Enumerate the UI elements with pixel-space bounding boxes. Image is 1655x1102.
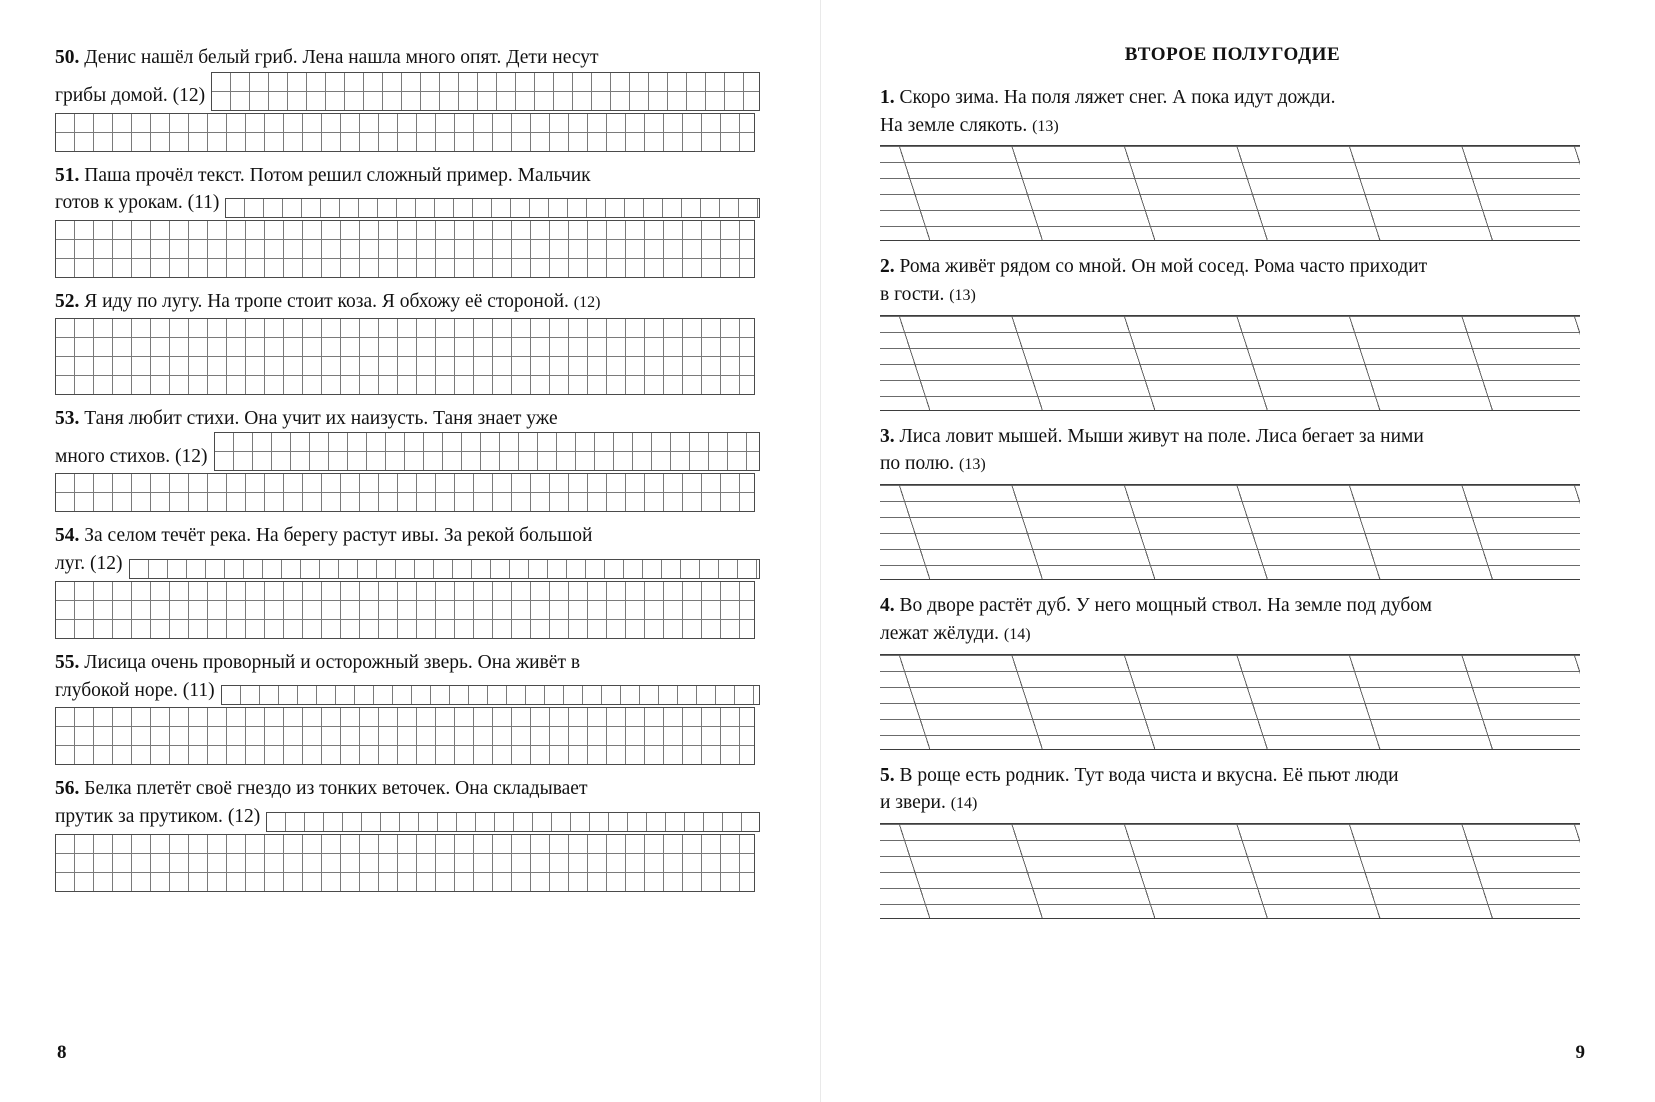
word-count: (12) xyxy=(175,445,208,467)
cursive-ruled-lines[interactable] xyxy=(880,484,1580,580)
word-count: (14) xyxy=(950,795,978,813)
writing-grid-inline[interactable] xyxy=(214,432,761,471)
exercise-text xyxy=(55,405,760,433)
cursive-ruled-lines[interactable] xyxy=(880,823,1580,919)
exercise-body: Рома живёт рядом со мной. Он мой сосед. Рома часто приходит xyxy=(899,256,1428,278)
page-number-right: 9 xyxy=(1575,1042,1585,1063)
exercise-body-2: в гости. xyxy=(880,284,945,306)
cursive-ruled-lines[interactable] xyxy=(880,654,1580,750)
exercise-body: Белка плетёт своё гнездо из тонких веточек. Она складывает xyxy=(84,778,588,800)
exercise-text xyxy=(55,288,760,316)
word-count: (14) xyxy=(1003,625,1031,643)
word-count: (13) xyxy=(949,287,976,305)
exercise-tail xyxy=(55,189,219,218)
exercise-text-line2 xyxy=(880,620,1585,648)
word-count: (13) xyxy=(1032,117,1059,135)
exercise-number: 53. xyxy=(55,407,80,429)
exercise-text xyxy=(880,762,1585,790)
exercise-r1 xyxy=(880,84,1585,241)
exercise-body: В роще есть родник. Тут вода чиста и вкусна. Её пьют люди xyxy=(899,764,1399,786)
writing-grid[interactable] xyxy=(55,220,755,278)
exercise-tail-text: прутик за прутиком. xyxy=(55,805,223,827)
exercise-tail-text: луг. xyxy=(55,553,86,575)
exercise-body: Я иду по лугу. На тропе стоит коза. Я обхожу её стороной. xyxy=(84,291,569,313)
exercise-body: Лиса ловит мышей. Мыши живут на поле. Лиса бегает за ними xyxy=(899,425,1424,447)
exercise-51 xyxy=(55,162,760,278)
exercise-tail-row xyxy=(55,550,760,579)
exercise-number: 50. xyxy=(55,47,85,68)
exercise-text xyxy=(880,84,1585,112)
exercise-body-2: На земле слякоть. xyxy=(880,114,1028,136)
exercise-number: 52. xyxy=(55,291,80,313)
exercise-body: Паша прочёл текст. Потом решил сложный пример. Мальчик xyxy=(84,164,591,186)
left-page xyxy=(0,0,820,1102)
exercise-number: 1. xyxy=(880,87,895,108)
exercise-53 xyxy=(55,405,760,513)
word-count: (12) xyxy=(172,85,206,106)
exercise-tail-text: глубокой норе. xyxy=(55,679,178,701)
exercise-tail-row xyxy=(55,803,760,832)
word-count: (12) xyxy=(90,553,123,575)
cursive-ruled-lines[interactable] xyxy=(880,145,1580,241)
cursive-ruled-lines[interactable] xyxy=(880,315,1580,411)
writing-grid[interactable] xyxy=(55,707,755,765)
writing-grid[interactable] xyxy=(55,834,755,892)
exercise-tail xyxy=(55,443,208,472)
writing-grid-inline[interactable] xyxy=(266,812,760,832)
exercise-body-2: по полю. xyxy=(880,453,955,475)
exercise-number: 2. xyxy=(880,256,895,278)
writing-grid-inline[interactable] xyxy=(129,559,760,579)
writing-grid[interactable] xyxy=(55,318,755,395)
exercise-number: 5. xyxy=(880,764,895,786)
word-count: (11) xyxy=(182,679,215,701)
exercise-r3 xyxy=(880,423,1585,580)
exercise-54 xyxy=(55,522,760,638)
exercise-text xyxy=(55,649,760,677)
page-number-left: 8 xyxy=(57,1042,67,1063)
exercise-tail xyxy=(55,550,123,579)
exercise-56 xyxy=(55,775,760,891)
writing-grid-inline[interactable] xyxy=(221,685,760,705)
exercise-body: Лисица очень проворный и осторожный зверь. Она живёт в xyxy=(84,651,581,673)
word-count: (12) xyxy=(573,294,601,312)
exercise-text xyxy=(880,592,1585,620)
exercise-body-2: лежат жёлуди. xyxy=(880,622,1000,644)
exercise-text-line2 xyxy=(880,112,1585,140)
writing-grid-inline[interactable] xyxy=(225,198,760,218)
exercise-text xyxy=(880,253,1585,281)
word-count: (12) xyxy=(227,805,261,827)
exercise-body: За селом течёт река. На берегу растут ивы. За рекой большой xyxy=(84,525,593,547)
exercise-tail-row xyxy=(55,72,760,111)
writing-grid[interactable] xyxy=(55,581,755,639)
exercise-text xyxy=(55,162,760,190)
exercise-text xyxy=(880,423,1585,451)
exercise-body: Скоро зима. На поля ляжет снег. А пока идут дожди. xyxy=(899,87,1336,108)
exercise-tail-row xyxy=(55,677,760,706)
writing-grid[interactable] xyxy=(55,473,755,512)
word-count: (13) xyxy=(959,456,986,474)
exercise-tail-text: готов к урокам. xyxy=(55,192,183,214)
exercise-number: 55. xyxy=(55,651,80,673)
exercise-r5 xyxy=(880,762,1585,919)
writing-grid-inline[interactable] xyxy=(211,72,760,111)
exercise-number: 54. xyxy=(55,525,80,547)
exercise-text xyxy=(55,522,760,550)
exercise-tail xyxy=(55,803,260,832)
writing-grid[interactable] xyxy=(55,113,755,152)
exercise-tail-row xyxy=(55,189,760,218)
exercise-number: 51. xyxy=(55,164,80,186)
word-count: (11) xyxy=(187,192,220,214)
exercise-text xyxy=(55,775,760,803)
exercise-number: 4. xyxy=(880,595,895,617)
exercise-tail-row xyxy=(55,432,760,471)
exercise-text: 50. Денис нашёл белый гриб. Лена нашла много опят. Дети несут xyxy=(55,47,599,68)
exercise-number: 3. xyxy=(880,425,895,447)
exercise-50 xyxy=(55,44,760,152)
exercise-tail xyxy=(55,677,215,706)
exercise-number: грибы домой. xyxy=(55,85,168,106)
exercise-body-2: и звери. xyxy=(880,792,946,814)
exercise-body: Во дворе растёт дуб. У него мощный ствол. На земле под дубом xyxy=(899,595,1433,617)
section-title: ВТОРОЕ ПОЛУГОДИЕ xyxy=(1124,44,1341,65)
exercise-tail-text: много стихов. xyxy=(55,445,171,467)
exercise-52 xyxy=(55,288,760,395)
exercise-55 xyxy=(55,649,760,765)
exercise-number: 56. xyxy=(55,778,80,800)
exercise-body: Таня любит стихи. Она учит их наизусть. Таня знает уже xyxy=(84,407,558,429)
exercise-tail xyxy=(55,82,205,111)
exercise-r4 xyxy=(880,592,1585,749)
right-page xyxy=(820,0,1655,1102)
exercise-text-line2 xyxy=(880,789,1585,817)
exercise-r2 xyxy=(880,253,1585,410)
exercise-text-line2 xyxy=(880,281,1585,309)
exercise-text-line2 xyxy=(880,450,1585,478)
